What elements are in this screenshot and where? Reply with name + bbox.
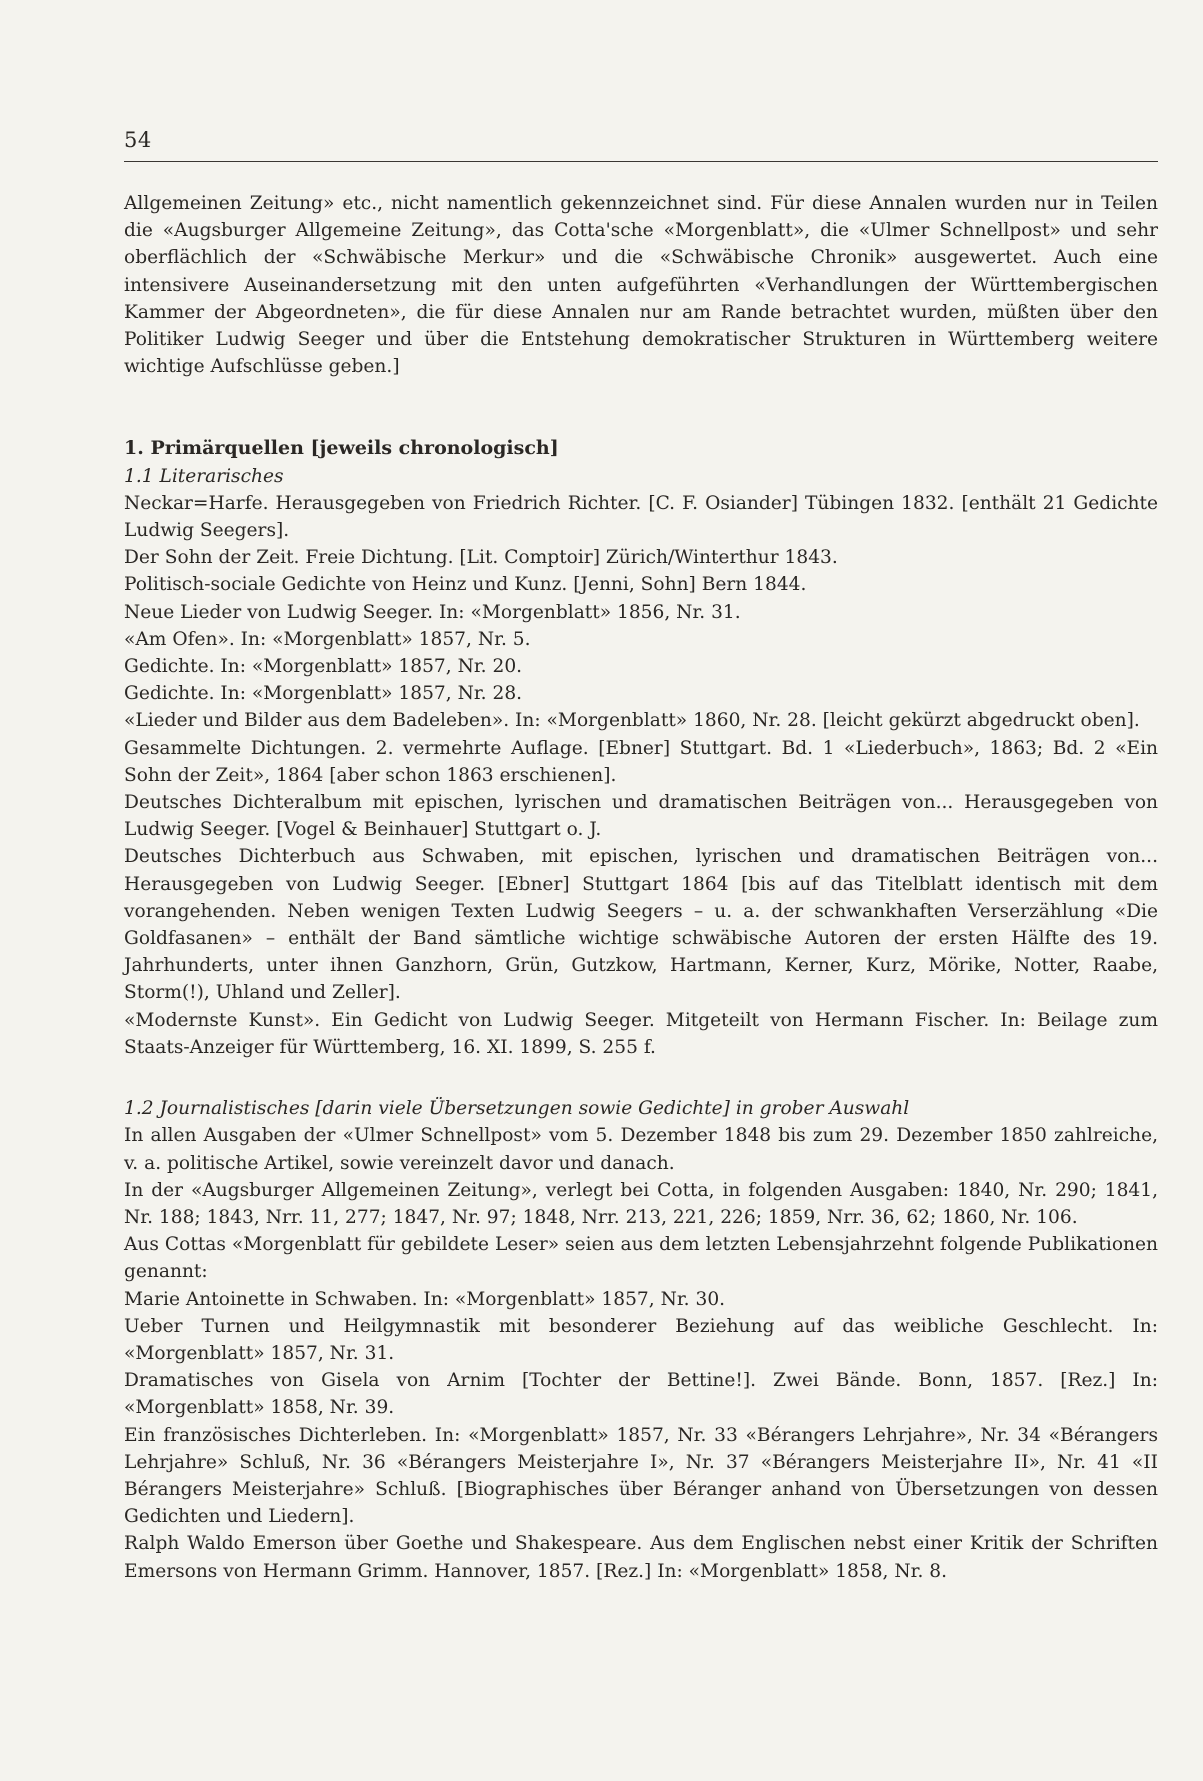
- bibliography-entry: In der «Augsburger Allgemeinen Zeitung», verlegt bei Cotta, in folgenden Ausgaben: 1840, Nr. 290; 1841, Nr. 188; 1843, Nrr. 11, 277; 1847, Nr. 97; 1848, Nrr. 213, 221, 226; 1859, Nrr. 36, 62; 1860, Nr. 106.: [124, 1179, 1158, 1228]
- bibliography-entry: Aus Cottas «Morgenblatt für gebildete Leser» seien aus dem letzten Lebensjahrzehnt folgende Publikationen genannt:: [124, 1234, 1158, 1283]
- bibliography-entry: Dramatisches von Gisela von Arnim [Tochter der Bettine!]. Zwei Bände. Bonn, 1857. [Rez.] In: «Morgenblatt» 1858, Nr. 39.: [124, 1370, 1158, 1419]
- page-body: [124, 190, 1158, 1585]
- bibliography-entry: Neue Lieder von Ludwig Seeger. In: «Morgenblatt» 1856, Nr. 31.: [124, 601, 741, 623]
- bibliography-entry: Politisch-sociale Gedichte von Heinz und Kunz. [Jenni, Sohn] Bern 1844.: [124, 574, 807, 596]
- bibliography-entry: Marie Antoinette in Schwaben. In: «Morgenblatt» 1857, Nr. 30.: [124, 1288, 726, 1310]
- bibliography-entry: Ralph Waldo Emerson über Goethe und Shakespeare. Aus dem Englischen nebst einer Kritik der Schriften Emersons von Hermann Grimm. Hannover, 1857. [Rez.] In: «Morgenblatt» 1858, Nr. 8.: [124, 1533, 1158, 1582]
- subsection-heading-literary: 1.1 Literarisches: [124, 465, 284, 487]
- bibliography-entry: «Am Ofen». In: «Morgenblatt» 1857, Nr. 5.: [124, 628, 531, 650]
- section-gap: [124, 1061, 1158, 1095]
- bibliography-entry: Ueber Turnen und Heilgymnastik mit besonderer Beziehung auf das weibliche Geschlecht. In: «Morgenblatt» 1857, Nr. 31.: [124, 1315, 1158, 1364]
- bibliography-entry: Deutsches Dichteralbum mit epischen, lyrischen und dramatischen Beiträgen von... Herausgegeben von Ludwig Seeger. [Vogel & Beinhauer] Stuttgart o. J.: [124, 792, 1158, 841]
- bibliography-entry: Gesammelte Dichtungen. 2. vermehrte Auflage. [Ebner] Stuttgart. Bd. 1 «Liederbuch», 1863; Bd. 2 «Ein Sohn der Zeit», 1864 [aber schon 1863 erschienen].: [124, 737, 1158, 786]
- journalistic-entries: [124, 1122, 1158, 1584]
- bibliography-entry: Ein französisches Dichterleben. In: «Morgenblatt» 1857, Nr. 33 «Bérangers Lehrjahre», Nr. 34 «Bérangers Lehrjahre» Schluß, Nr. 36 «Bérangers Meisterjahre I», Nr. 37 «Bérangers Meisterjahre II», Nr. 41 «II Bérangers Meisterjahre» Schluß. [Biographisches über Béranger anhand von Übersetzungen von dessen Gedichten und Liedern].: [124, 1424, 1158, 1528]
- header-rule: [124, 161, 1158, 162]
- bibliography-entry: «Lieder und Bilder aus dem Badeleben». In: «Morgenblatt» 1860, Nr. 28. [leicht gekürzt abgedruckt oben].: [124, 710, 1140, 732]
- section-heading: 1. Primärquellen [jeweils chronologisch]: [124, 437, 559, 460]
- literary-entries: [124, 490, 1158, 1061]
- bibliography-entry: Gedichte. In: «Morgenblatt» 1857, Nr. 20.: [124, 656, 523, 678]
- bibliography-entry: In allen Ausgaben der «Ulmer Schnellpost» vom 5. Dezember 1848 bis zum 29. Dezember 1850 zahlreiche, v. a. politische Artikel, sowie vereinzelt davor und danach.: [124, 1125, 1158, 1174]
- page-number: 54: [124, 128, 152, 152]
- bibliography-entry: Gedichte. In: «Morgenblatt» 1857, Nr. 28.: [124, 683, 523, 705]
- bibliography-entry: Der Sohn der Zeit. Freie Dichtung. [Lit. Comptoir] Zürich/Winterthur 1843.: [124, 547, 838, 569]
- intro-paragraph: Allgemeinen Zeitung» etc., nicht namentlich gekennzeichnet sind. Für diese Annalen wurden nur in Teilen die «Augsburger Allgemeine Zeitung», das Cotta'sche «Morgenblatt», die «Ulmer Schnellpost» und sehr oberflächlich der «Schwäbische Merkur» und die «Schwäbische Chronik» ausgewertet. Auch eine intensivere Auseinandersetzung mit den unten aufgeführten «Verhandlungen der Württembergischen Kammer der Abgeordneten», die für diese Annalen nur am Rande betrachtet wurden, müßten über den Politiker Ludwig Seeger und über die Entstehung demokratischer Strukturen in Württemberg weitere wichtige Aufschlüsse geben.]: [124, 193, 1158, 378]
- bibliography-entry: Neckar=Harfe. Herausgegeben von Friedrich Richter. [C. F. Osiander] Tübingen 1832. [enthält 21 Gedichte Ludwig Seegers].: [124, 492, 1158, 542]
- subsection-heading-journalistic: 1.2 Journalistisches [darin viele Übersetzungen sowie Gedichte] in grober Auswahl: [124, 1098, 910, 1120]
- bibliography-entry: Deutsches Dichterbuch aus Schwaben, mit epischen, lyrischen und dramatischen Beiträgen von... Herausgegeben von Ludwig Seeger. [Ebner] Stuttgart 1864 [bis auf das Titelblatt identisch mit dem vorangehenden. Neben wenigen Texten Ludwig Seegers – u. a. der schwankhaften Verserzählung «Die Goldfasanen» – enthält der Band sämtliche wichtige schwäbische Autoren der ersten Hälfte des 19. Jahrhunderts, unter ihnen Ganzhorn, Grün, Gutzkow, Hartmann, Kerner, Kurz, Mörike, Notter, Raabe, Storm(!), Uhland und Zeller].: [124, 846, 1158, 1004]
- bibliography-entry: «Modernste Kunst». Ein Gedicht von Ludwig Seeger. Mitgeteilt von Hermann Fischer. In: Beilage zum Staats-Anzeiger für Württemberg, 16. XI. 1899, S. 255 f.: [124, 1009, 1158, 1058]
